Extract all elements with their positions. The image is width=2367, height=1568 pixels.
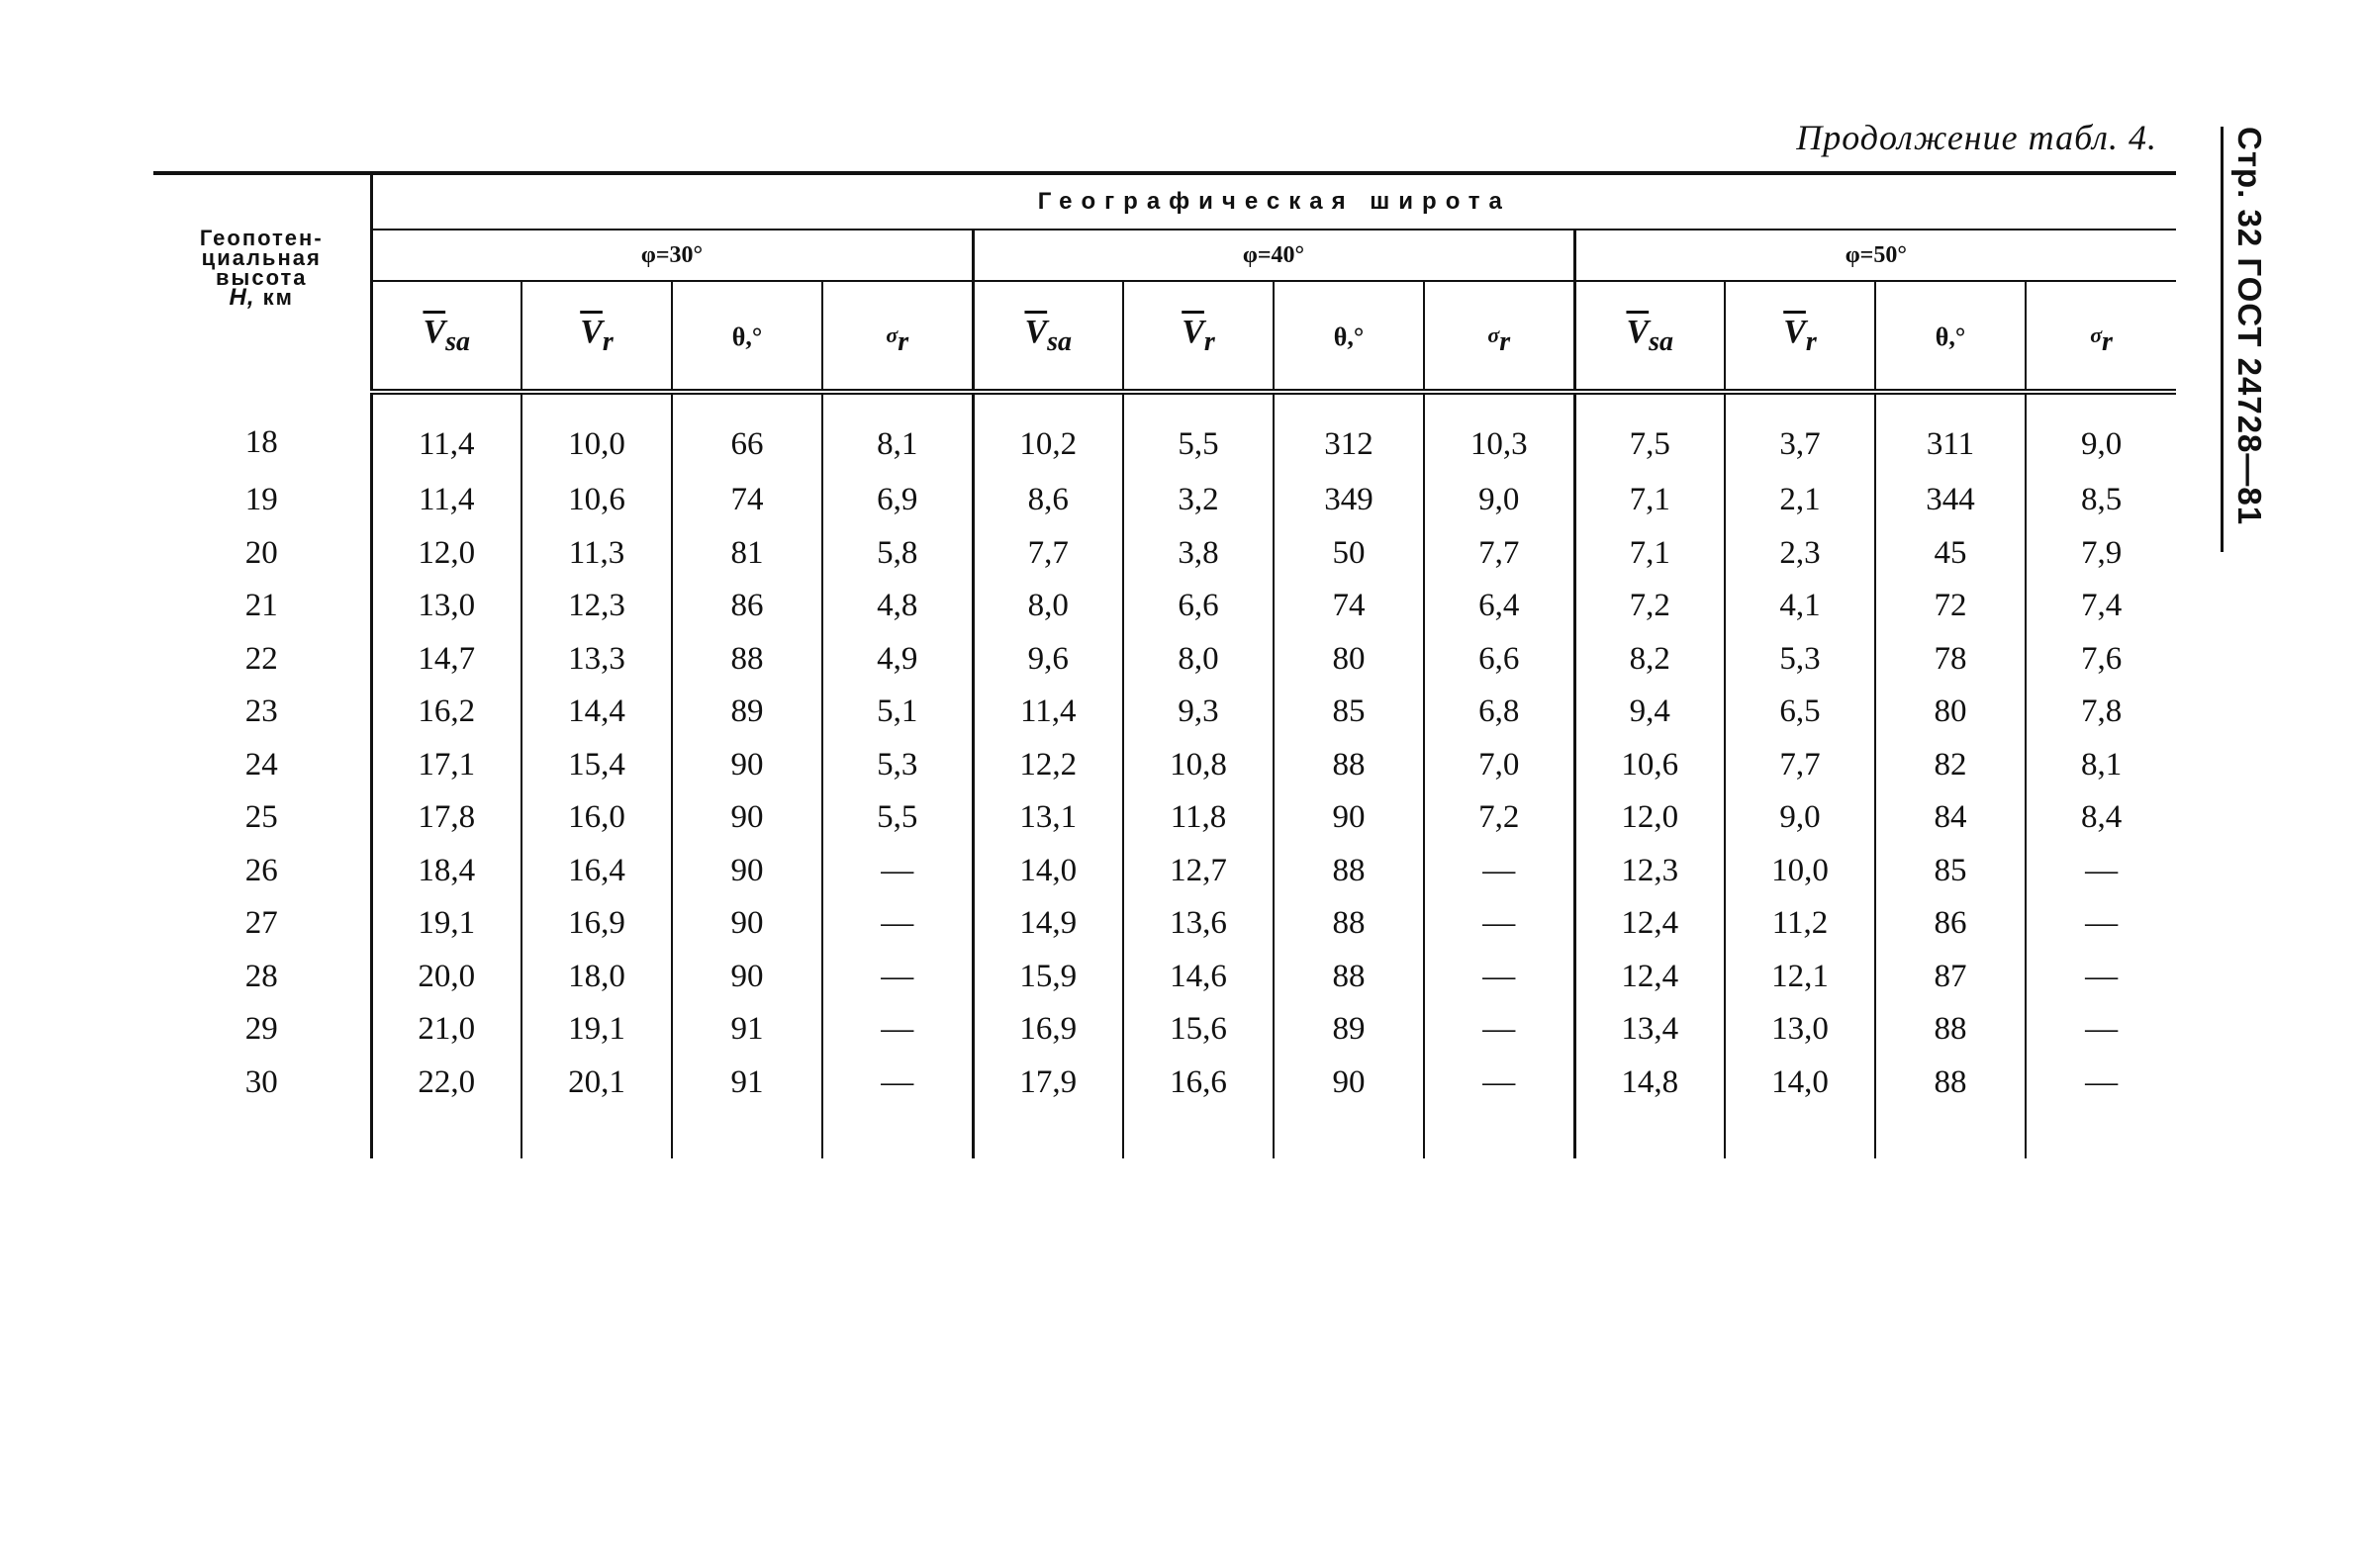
cell-vr-40: 3,2 bbox=[1123, 474, 1274, 527]
cell-vsa-50: 12,0 bbox=[1574, 791, 1725, 845]
table-row bbox=[153, 951, 2176, 1004]
cell-sigma-50: 7,6 bbox=[2080, 640, 2123, 677]
cell-theta-40: 89 bbox=[1274, 1003, 1424, 1057]
header-sigma: $\sigma_r$ bbox=[1424, 281, 1574, 392]
cell-sigma-30: 4,9 bbox=[822, 633, 973, 687]
cell-vsa-30: 21,0 bbox=[371, 1003, 521, 1057]
cell-vr-50: 3,7 bbox=[1725, 392, 1875, 474]
header-height-line-2: циальная bbox=[201, 245, 322, 270]
table-row bbox=[153, 845, 2176, 898]
cell-vr-30: 14,4 bbox=[521, 686, 672, 739]
cell-vr-40: 3,8 bbox=[1123, 527, 1274, 581]
cell-sigma-30: — bbox=[822, 845, 973, 898]
spacer-cell bbox=[1274, 1109, 1424, 1158]
cell-vr-30: 19,1 bbox=[521, 1003, 672, 1057]
table-row bbox=[153, 633, 2176, 687]
cell-sigma-40: — bbox=[1424, 897, 1574, 951]
cell-sigma-30: 4,8 bbox=[822, 580, 973, 633]
cell-vr-40: 16,6 bbox=[1123, 1057, 1274, 1110]
cell-sigma-40: 9,0 bbox=[1424, 474, 1574, 527]
cell-theta-50: 88 bbox=[1875, 1003, 2026, 1057]
header-group-phi40: φ=40° bbox=[973, 230, 1574, 281]
spacer-cell bbox=[672, 1109, 822, 1158]
header-height-line-3: высота bbox=[216, 265, 308, 290]
cell-theta-30: 91 bbox=[672, 1003, 822, 1057]
cell-sigma-30: 5,3 bbox=[822, 739, 973, 792]
cell-vr-30: 12,3 bbox=[521, 580, 672, 633]
cell-vsa-40: 14,0 bbox=[973, 845, 1123, 898]
cell-sigma-40: 7,0 bbox=[1424, 739, 1574, 792]
cell-vsa-40: 12,2 bbox=[973, 739, 1123, 792]
table-row bbox=[153, 1003, 2176, 1057]
cell-sigma-50: — bbox=[2085, 1011, 2119, 1048]
wind-data-table bbox=[153, 171, 2176, 1158]
cell-vsa-40: 8,6 bbox=[973, 474, 1123, 527]
table-row bbox=[153, 580, 2176, 633]
cell-height: 19 bbox=[153, 474, 371, 527]
cell-vr-50: 6,5 bbox=[1725, 686, 1875, 739]
header-group-phi30: φ=30° bbox=[371, 230, 973, 281]
cell-theta-40: 88 bbox=[1274, 739, 1424, 792]
cell-vsa-30: 18,4 bbox=[371, 845, 521, 898]
cell-vr-50: 11,2 bbox=[1725, 897, 1875, 951]
cell-vsa-40: 13,1 bbox=[973, 791, 1123, 845]
cell-theta-40: 80 bbox=[1274, 633, 1424, 687]
cell-sigma-40: 6,8 bbox=[1424, 686, 1574, 739]
cell-sigma-50: — bbox=[2085, 852, 2119, 888]
header-height-km: км bbox=[262, 285, 294, 310]
cell-vr-30: 10,0 bbox=[521, 392, 672, 474]
table-row bbox=[153, 392, 2176, 474]
cell-vsa-50: 10,6 bbox=[1574, 739, 1725, 792]
cell-theta-50: 88 bbox=[1875, 1057, 2026, 1110]
cell-theta-40: 74 bbox=[1274, 580, 1424, 633]
cell-height: 30 bbox=[153, 1057, 371, 1110]
cell-vr-50: 14,0 bbox=[1725, 1057, 1875, 1110]
table-row bbox=[153, 739, 2176, 792]
table-row bbox=[153, 791, 2176, 845]
cell-height: 21 bbox=[153, 580, 371, 633]
cell-vsa-40: 9,6 bbox=[973, 633, 1123, 687]
cell-vsa-40: 16,9 bbox=[973, 1003, 1123, 1057]
cell-theta-50: 80 bbox=[1875, 686, 2026, 739]
cell-theta-40: 90 bbox=[1274, 791, 1424, 845]
cell-vsa-40: 10,2 bbox=[973, 392, 1123, 474]
cell-sigma-40: — bbox=[1424, 1003, 1574, 1057]
cell-sigma-50: 7,8 bbox=[2080, 693, 2123, 730]
cell-vr-50: 5,3 bbox=[1725, 633, 1875, 687]
table-row bbox=[153, 1057, 2176, 1110]
header-latitude: Географическая широта bbox=[371, 173, 2176, 230]
spacer-cell bbox=[2026, 1109, 2176, 1158]
cell-vr-40: 8,0 bbox=[1123, 633, 1274, 687]
cell-theta-40: 349 bbox=[1274, 474, 1424, 527]
cell-sigma-50: 9,0 bbox=[2080, 425, 2123, 462]
header-theta: θ,° bbox=[672, 281, 822, 392]
cell-sigma-50: — bbox=[2085, 958, 2119, 994]
table-tail-spacer bbox=[153, 1109, 2176, 1158]
cell-sigma-30: — bbox=[822, 897, 973, 951]
cell-theta-30: 74 bbox=[672, 474, 822, 527]
table-row bbox=[153, 897, 2176, 951]
table-row bbox=[153, 527, 2176, 581]
cell-vsa-40: 14,9 bbox=[973, 897, 1123, 951]
cell-vsa-30: 11,4 bbox=[371, 474, 521, 527]
cell-theta-50: 85 bbox=[1875, 845, 2026, 898]
cell-theta-30: 89 bbox=[672, 686, 822, 739]
cell-height: 22 bbox=[153, 633, 371, 687]
cell-vr-40: 5,5 bbox=[1123, 392, 1274, 474]
cell-sigma-30: 8,1 bbox=[822, 392, 973, 474]
continuation-caption: Продолжение табл. 4. bbox=[1796, 118, 2157, 157]
cell-theta-50: 311 bbox=[1875, 392, 2026, 474]
cell-vr-40: 12,7 bbox=[1123, 845, 1274, 898]
cell-sigma-50: — bbox=[2085, 1063, 2119, 1100]
cell-sigma-30: 5,5 bbox=[822, 791, 973, 845]
cell-theta-40: 312 bbox=[1274, 392, 1424, 474]
cell-vr-40: 13,6 bbox=[1123, 897, 1274, 951]
spacer-cell bbox=[822, 1109, 973, 1158]
cell-vsa-50: 12,3 bbox=[1574, 845, 1725, 898]
cell-height: 24 bbox=[153, 739, 371, 792]
cell-sigma-40: 10,3 bbox=[1424, 392, 1574, 474]
cell-height: 20 bbox=[153, 527, 371, 581]
page-number-standard: Стр. 32 ГОСТ 24728—81 bbox=[2231, 127, 2268, 526]
cell-vr-30: 16,9 bbox=[521, 897, 672, 951]
cell-height: 18 bbox=[153, 392, 371, 474]
cell-vr-30: 20,1 bbox=[521, 1057, 672, 1110]
spacer-cell bbox=[153, 1109, 371, 1158]
spacer-cell bbox=[973, 1109, 1123, 1158]
cell-vsa-50: 8,2 bbox=[1574, 633, 1725, 687]
cell-vr-40: 15,6 bbox=[1123, 1003, 1274, 1057]
cell-theta-30: 88 bbox=[672, 633, 822, 687]
cell-vr-40: 10,8 bbox=[1123, 739, 1274, 792]
header-sigma: $\sigma_r$ bbox=[822, 281, 973, 392]
header-theta: θ,° bbox=[1875, 281, 2026, 392]
data-table-wrapper bbox=[153, 171, 2160, 1158]
cell-vr-30: 16,4 bbox=[521, 845, 672, 898]
cell-sigma-30: 6,9 bbox=[822, 474, 973, 527]
cell-theta-40: 85 bbox=[1274, 686, 1424, 739]
header-vsa: $\overline{V}_{sa}$ bbox=[973, 281, 1123, 392]
cell-vr-40: 11,8 bbox=[1123, 791, 1274, 845]
cell-theta-50: 86 bbox=[1875, 897, 2026, 951]
cell-vsa-50: 13,4 bbox=[1574, 1003, 1725, 1057]
cell-sigma-30: — bbox=[822, 1057, 973, 1110]
cell-vr-50: 2,3 bbox=[1725, 527, 1875, 581]
spacer-cell bbox=[1574, 1109, 1725, 1158]
cell-vsa-30: 14,7 bbox=[371, 633, 521, 687]
cell-theta-40: 88 bbox=[1274, 845, 1424, 898]
table-row bbox=[153, 686, 2176, 739]
cell-theta-50: 344 bbox=[1875, 474, 2026, 527]
header-height-var: H, bbox=[229, 284, 255, 311]
cell-vr-30: 18,0 bbox=[521, 951, 672, 1004]
cell-vsa-40: 7,7 bbox=[973, 527, 1123, 581]
cell-sigma-30: — bbox=[822, 1003, 973, 1057]
cell-theta-50: 78 bbox=[1875, 633, 2026, 687]
cell-vr-30: 13,3 bbox=[521, 633, 672, 687]
cell-sigma-40: — bbox=[1424, 951, 1574, 1004]
header-vsa: $\overline{V}_{sa}$ bbox=[371, 281, 521, 392]
cell-theta-50: 72 bbox=[1875, 580, 2026, 633]
header-vr: $\overline{V}_r$ bbox=[521, 281, 672, 392]
cell-vr-40: 9,3 bbox=[1123, 686, 1274, 739]
cell-vsa-50: 9,4 bbox=[1574, 686, 1725, 739]
spacer-cell bbox=[371, 1109, 521, 1158]
cell-theta-30: 90 bbox=[672, 951, 822, 1004]
cell-vr-30: 16,0 bbox=[521, 791, 672, 845]
cell-sigma-40: 7,2 bbox=[1424, 791, 1574, 845]
cell-vr-50: 10,0 bbox=[1725, 845, 1875, 898]
cell-vsa-30: 17,1 bbox=[371, 739, 521, 792]
cell-theta-30: 66 bbox=[672, 392, 822, 474]
cell-vsa-30: 22,0 bbox=[371, 1057, 521, 1110]
cell-vsa-50: 7,2 bbox=[1574, 580, 1725, 633]
cell-sigma-40: 6,4 bbox=[1424, 580, 1574, 633]
side-rule bbox=[2221, 127, 2224, 552]
cell-theta-40: 50 bbox=[1274, 527, 1424, 581]
cell-theta-30: 90 bbox=[672, 739, 822, 792]
spacer-cell bbox=[1424, 1109, 1574, 1158]
cell-vsa-50: 12,4 bbox=[1574, 951, 1725, 1004]
cell-vr-30: 10,6 bbox=[521, 474, 672, 527]
cell-vsa-50: 7,5 bbox=[1574, 392, 1725, 474]
cell-theta-30: 81 bbox=[672, 527, 822, 581]
cell-vr-50: 13,0 bbox=[1725, 1003, 1875, 1057]
cell-vsa-50: 7,1 bbox=[1574, 527, 1725, 581]
cell-sigma-50: 8,1 bbox=[2080, 746, 2123, 783]
cell-sigma-30: — bbox=[822, 951, 973, 1004]
cell-vsa-40: 11,4 bbox=[973, 686, 1123, 739]
header-vr: $\overline{V}_r$ bbox=[1725, 281, 1875, 392]
cell-sigma-40: — bbox=[1424, 845, 1574, 898]
cell-height: 26 bbox=[153, 845, 371, 898]
cell-vr-30: 11,3 bbox=[521, 527, 672, 581]
cell-height: 27 bbox=[153, 897, 371, 951]
cell-sigma-50: — bbox=[2085, 905, 2119, 942]
cell-vr-40: 14,6 bbox=[1123, 951, 1274, 1004]
cell-sigma-40: 7,7 bbox=[1424, 527, 1574, 581]
spacer-cell bbox=[1123, 1109, 1274, 1158]
cell-vsa-30: 19,1 bbox=[371, 897, 521, 951]
cell-height: 23 bbox=[153, 686, 371, 739]
cell-theta-50: 45 bbox=[1875, 527, 2026, 581]
cell-vsa-40: 15,9 bbox=[973, 951, 1123, 1004]
cell-theta-30: 91 bbox=[672, 1057, 822, 1110]
cell-vsa-50: 12,4 bbox=[1574, 897, 1725, 951]
cell-vsa-40: 8,0 bbox=[973, 580, 1123, 633]
cell-theta-50: 84 bbox=[1875, 791, 2026, 845]
spacer-cell bbox=[1875, 1109, 2026, 1158]
cell-vr-50: 2,1 bbox=[1725, 474, 1875, 527]
table-body bbox=[153, 392, 2176, 1158]
cell-sigma-30: 5,8 bbox=[822, 527, 973, 581]
cell-vsa-30: 17,8 bbox=[371, 791, 521, 845]
page-side-header bbox=[2225, 127, 2274, 552]
cell-vsa-30: 12,0 bbox=[371, 527, 521, 581]
cell-theta-50: 82 bbox=[1875, 739, 2026, 792]
header-sigma: $\sigma_r$ bbox=[2026, 281, 2176, 392]
cell-vr-30: 15,4 bbox=[521, 739, 672, 792]
cell-vsa-30: 20,0 bbox=[371, 951, 521, 1004]
cell-height: 25 bbox=[153, 791, 371, 845]
cell-theta-50: 87 bbox=[1875, 951, 2026, 1004]
cell-height: 28 bbox=[153, 951, 371, 1004]
cell-vsa-50: 7,1 bbox=[1574, 474, 1725, 527]
cell-theta-30: 86 bbox=[672, 580, 822, 633]
header-height-line-1: Геопотен- bbox=[199, 226, 324, 250]
cell-sigma-40: — bbox=[1424, 1057, 1574, 1110]
header-theta: θ,° bbox=[1274, 281, 1424, 392]
cell-theta-40: 88 bbox=[1274, 951, 1424, 1004]
header-height bbox=[153, 173, 371, 392]
cell-theta-30: 90 bbox=[672, 897, 822, 951]
cell-vsa-50: 14,8 bbox=[1574, 1057, 1725, 1110]
cell-sigma-50: 8,5 bbox=[2080, 482, 2123, 518]
cell-sigma-50: 8,4 bbox=[2080, 799, 2123, 836]
cell-vr-40: 6,6 bbox=[1123, 580, 1274, 633]
cell-sigma-40: 6,6 bbox=[1424, 633, 1574, 687]
header-vsa: $\overline{V}_{sa}$ bbox=[1574, 281, 1725, 392]
cell-vr-50: 12,1 bbox=[1725, 951, 1875, 1004]
cell-theta-40: 90 bbox=[1274, 1057, 1424, 1110]
cell-sigma-50: 7,9 bbox=[2080, 534, 2123, 571]
header-vr: $\overline{V}_r$ bbox=[1123, 281, 1274, 392]
spacer-cell bbox=[521, 1109, 672, 1158]
header-height-unit bbox=[153, 284, 370, 311]
header-group-phi50: φ=50° bbox=[1574, 230, 2176, 281]
cell-sigma-30: 5,1 bbox=[822, 686, 973, 739]
cell-vsa-30: 13,0 bbox=[371, 580, 521, 633]
cell-height: 29 bbox=[153, 1003, 371, 1057]
cell-sigma-50: 7,4 bbox=[2080, 588, 2123, 624]
cell-vr-50: 4,1 bbox=[1725, 580, 1875, 633]
cell-theta-30: 90 bbox=[672, 845, 822, 898]
spacer-cell bbox=[1725, 1109, 1875, 1158]
cell-vsa-40: 17,9 bbox=[973, 1057, 1123, 1110]
cell-vsa-30: 11,4 bbox=[371, 392, 521, 474]
table-row bbox=[153, 474, 2176, 527]
cell-vr-50: 7,7 bbox=[1725, 739, 1875, 792]
cell-theta-30: 90 bbox=[672, 791, 822, 845]
cell-theta-40: 88 bbox=[1274, 897, 1424, 951]
cell-vsa-30: 16,2 bbox=[371, 686, 521, 739]
cell-vr-50: 9,0 bbox=[1725, 791, 1875, 845]
